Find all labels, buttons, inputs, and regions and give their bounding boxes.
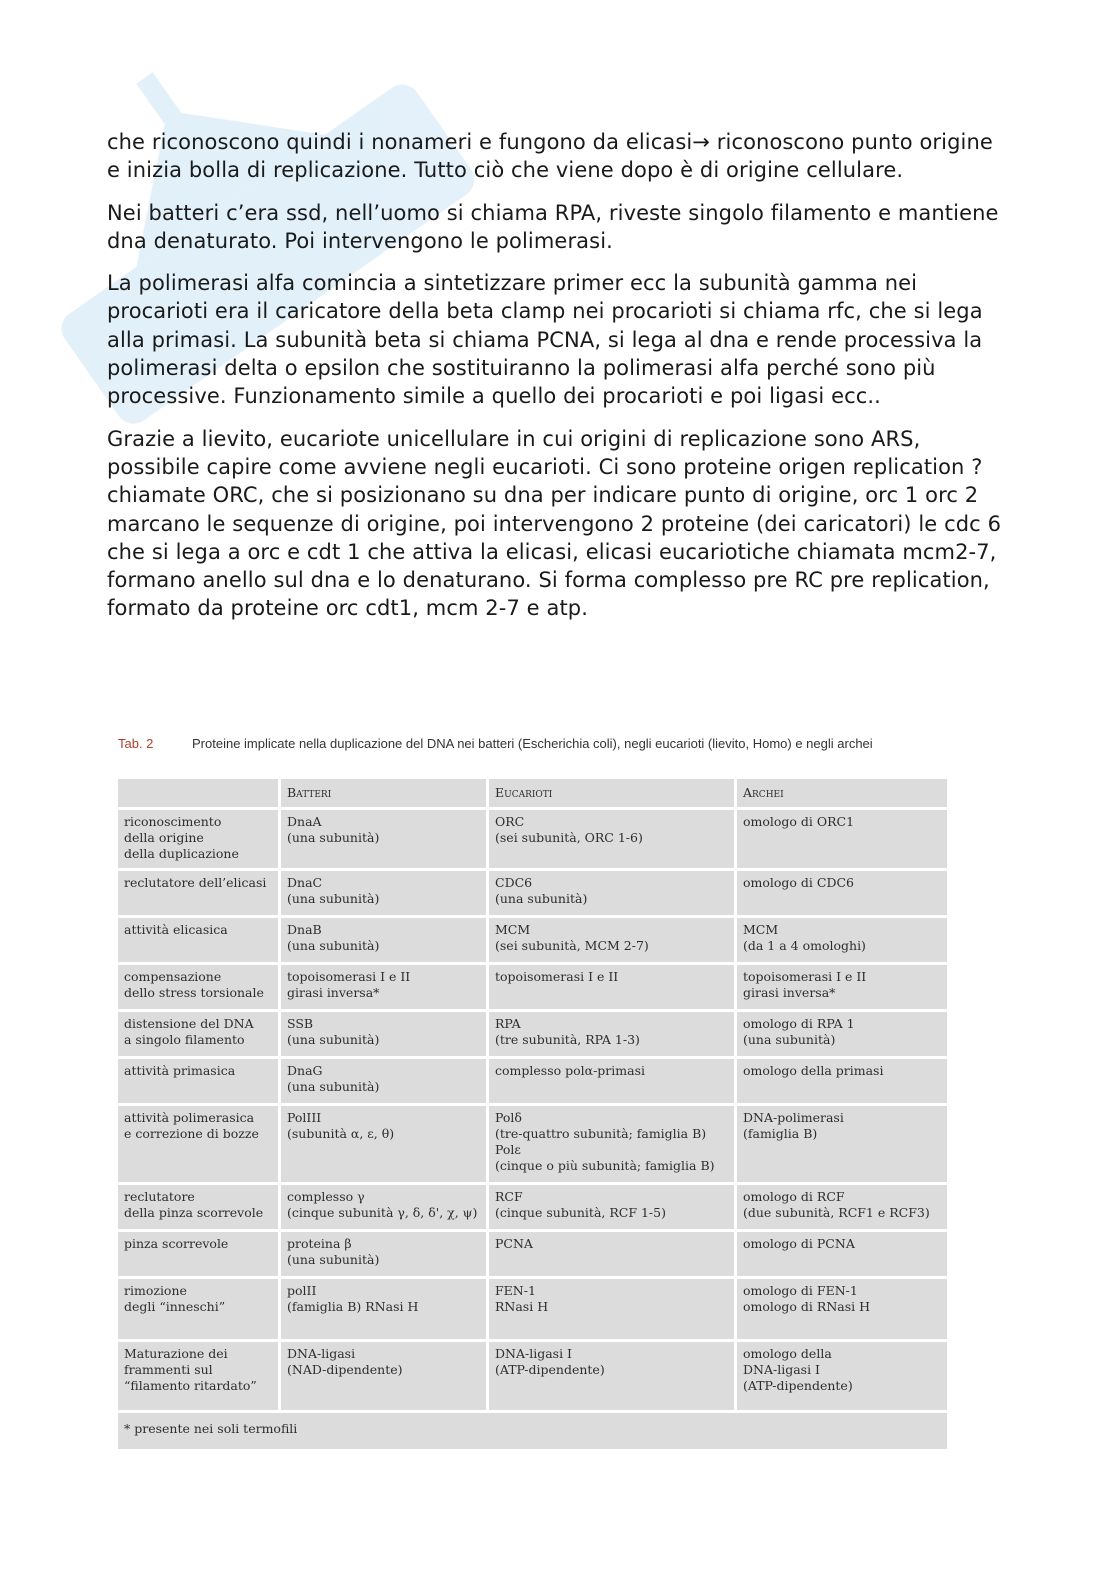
row-label-cell: reclutatore dell’elicasi [118,871,278,915]
table-cell: DnaC (una subunità) [281,871,486,915]
protein-table [115,776,950,1413]
table-row [118,810,947,868]
row-label-cell: Maturazione dei frammenti sul “filamento ritardato” [118,1342,278,1410]
table-cell: RPA (tre subunità, RPA 1-3) [489,1012,734,1056]
table-row [118,1185,947,1229]
table-cell: omologo di ORC1 [737,810,947,868]
table-cell: omologo della primasi [737,1059,947,1103]
table-cell: CDC6 (una subunità) [489,871,734,915]
table-cell: DnaA (una subunità) [281,810,486,868]
table-cell: topoisomerasi I e II girasi inversa* [737,965,947,1009]
table-caption: Proteine implicate nella duplicazione del DNA nei batteri (Escherichia coli), negli eucarioti (lievito, Homo) e negli archei [192,736,873,751]
paragraph: Grazie a lievito, eucariote unicellulare in cui origini di replicazione sono ARS, possibile capire come avviene negli eucarioti. Ci sono proteine origen replication ? chiamate ORC, che si posizionano su dna per indicare punto di origine, orc 1 orc 2 marcano le sequenze di origine, poi intervengono 2 proteine (dei caricatori) le cdc 6 che si lega a orc e cdt 1 che attiva la elicasi, elicasi eucariotiche chiamata mcm2-7, formano anello sul dna e lo denaturano. Si forma complesso pre RC pre replication, formato da proteine orc cdt1, mcm 2-7 e atp. [107,426,1002,621]
table-cell: DnaB (una subunità) [281,918,486,962]
table-row [118,1279,947,1339]
table-footnote: * presente nei soli termofili [118,1413,947,1449]
body-text [107,128,1012,637]
table-cell: ORC (sei subunità, ORC 1-6) [489,810,734,868]
table-cell: topoisomerasi I e II girasi inversa* [281,965,486,1009]
table-row [118,1106,947,1182]
table-cell: complesso polα-primasi [489,1059,734,1103]
paragraph: Nei batteri c’era ssd, nell’uomo si chiama RPA, riveste singolo filamento e mantiene dna denaturato. Poi intervengono le polimerasi. [107,200,999,253]
table-row [118,871,947,915]
table-row [118,1232,947,1276]
table-cell: complesso γ (cinque subunità γ, δ, δ', χ, ψ) [281,1185,486,1229]
paragraph: La polimerasi alfa comincia a sintetizzare primer ecc la subunità gamma nei procarioti era il caricatore della beta clamp nei procarioti si chiama rfc, che si lega alla primasi. La subunità beta si chiama PCNA, si lega al dna e rende processiva la polimerasi delta o epsilon che sostituiranno la polimerasi alfa perché sono più processive. Funzionamento simile a quello dei procarioti e poi ligasi ecc.. [107,271,983,409]
table-row [118,918,947,962]
table-row [118,1012,947,1056]
row-label-cell: riconoscimento della origine della duplicazione [118,810,278,868]
table-cell: MCM (da 1 a 4 omologhi) [737,918,947,962]
header-cell: Batteri [281,779,486,807]
row-label-cell: compensazione dello stress torsionale [118,965,278,1009]
header-cell [118,779,278,807]
table-cell: omologo di PCNA [737,1232,947,1276]
table-header-row [118,779,947,807]
header-cell: Archei [737,779,947,807]
row-label-cell: distensione del DNA a singolo filamento [118,1012,278,1056]
table-cell: DNA-ligasi I (ATP-dipendente) [489,1342,734,1410]
table-cell: DNA-polimerasi (famiglia B) [737,1106,947,1182]
row-label-cell: pinza scorrevole [118,1232,278,1276]
table-cell: omologo della DNA-ligasi I (ATP-dipendente) [737,1342,947,1410]
row-label-cell: rimozione degli “inneschi” [118,1279,278,1339]
table-cell: SSB (una subunità) [281,1012,486,1056]
table-row [118,1059,947,1103]
paragraph: che riconoscono quindi i nonameri e fungono da elicasi→ riconoscono punto origine e inizia bolla di replicazione. Tutto ciò che viene dopo è di origine cellulare. [107,130,993,183]
table-cell: PCNA [489,1232,734,1276]
table-row [118,1342,947,1410]
table-cell: omologo di RCF (due subunità, RCF1 e RCF3) [737,1185,947,1229]
table-cell: omologo di RPA 1 (una subunità) [737,1012,947,1056]
row-label-cell: attività primasica [118,1059,278,1103]
table-cell: omologo di FEN-1 omologo di RNasi H [737,1279,947,1339]
table-cell: DnaG (una subunità) [281,1059,486,1103]
table-cell: DNA-ligasi (NAD-dipendente) [281,1342,486,1410]
header-cell: Eucarioti [489,779,734,807]
protein-table-figure [115,728,950,1449]
table-label: Tab. 2 [118,736,154,751]
table-cell: proteina β (una subunità) [281,1232,486,1276]
row-label-cell: attività polimerasica e correzione di bozze [118,1106,278,1182]
table-caption-block [115,728,950,776]
table-cell: FEN-1 RNasi H [489,1279,734,1339]
table-cell: PolIII (subunità α, ε, θ) [281,1106,486,1182]
table-cell: polII (famiglia B) RNasi H [281,1279,486,1339]
table-cell: omologo di CDC6 [737,871,947,915]
table-cell: MCM (sei subunità, MCM 2-7) [489,918,734,962]
table-cell: RCF (cinque subunità, RCF 1-5) [489,1185,734,1229]
table-cell: topoisomerasi I e II [489,965,734,1009]
table-cell: Polδ (tre-quattro subunità; famiglia B) Polε (cinque o più subunità; famiglia B) [489,1106,734,1182]
row-label-cell: attività elicasica [118,918,278,962]
table-row [118,965,947,1009]
row-label-cell: reclutatore della pinza scorrevole [118,1185,278,1229]
